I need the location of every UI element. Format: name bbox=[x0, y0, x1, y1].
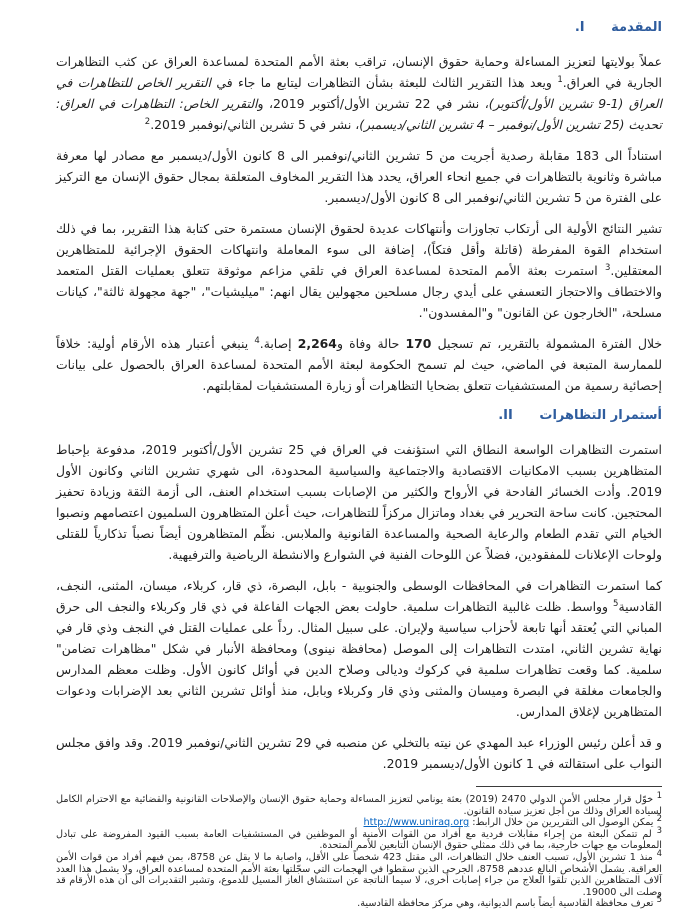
text-run: لم تتمكن البعثة من إجراء مقابلات فردية مع أفراد من القوات الأمنية أو الموظفين في المستشفيات العامة بسبب القيود المفروضة على تبادل المعلومات مع جهات خارجية، بما في ذلك ممثلي حقوق الإنسان التابعين للأمم المتحدة. bbox=[56, 828, 662, 852]
section-numeral: II. bbox=[498, 408, 513, 423]
text-run: ويعد هذا التقرير الثالث للبعثة بشأن التظاهرات ليتابع ما جاء في bbox=[210, 75, 558, 90]
footnote-marker: 1 bbox=[656, 790, 663, 801]
footnote bbox=[56, 895, 662, 910]
footnote-marker: 3 bbox=[605, 262, 611, 273]
text-run: استمرت بعثة الأمم المتحدة لمساعدة العراق في تلقي مزاعم موثوقة تتعلق بعمليات القتل المتعمد والاختطاف والاحتجاز التعسفي على أيدي رجال مسلحين مجهولين يقال انهم: "ميليشيات"، "جهة مجهولة ثالثة"، كيانات مسلحة، "الخارجون عن القانون" و"المفسدون". bbox=[56, 263, 662, 320]
text-run: التقرير الخاص للتظاهرات في العراق (1-9 تشرين الأول/أكتوبر) bbox=[56, 75, 662, 111]
footnote bbox=[56, 848, 662, 898]
text-run: 2,264 bbox=[297, 336, 337, 351]
text-run: التقرير الخاص: التظاهرات في العراق: تحديث (25 تشرين الأول/نوفمبر – 4 تشرين الثاني/ديسمبر) bbox=[56, 96, 662, 132]
footnote-marker: 2 bbox=[144, 116, 151, 127]
text-run: ، نشر في 22 تشرين الأول/أكتوبر 2019، و bbox=[257, 96, 489, 111]
footnote-marker: 1 bbox=[557, 74, 563, 85]
footnote bbox=[56, 825, 662, 852]
footnote-marker: 5 bbox=[613, 598, 619, 609]
footnote-marker: 4 bbox=[254, 335, 260, 346]
paragraph bbox=[56, 333, 662, 396]
paragraph bbox=[56, 439, 662, 565]
footnote-separator bbox=[476, 786, 662, 787]
footnote-marker: 5 bbox=[656, 895, 662, 906]
text-run: ينبغي أعتبار هذه الأرقام أولية: خلافاً للممارسة المتبعة في الماضي، حيث لم تسمح الحكومة لبعثة الأمم المتحدة لمساعدة العراق بالحصول على بيانات إحصائية رسمية من المستشفيات تتعلق بضحايا التظاهرات أو زيارة المستشفيات لمقابلتهم. bbox=[56, 336, 662, 393]
footnotes bbox=[56, 790, 663, 910]
footnote-link[interactable]: http://www.uniraq.org bbox=[363, 817, 470, 829]
paragraph bbox=[56, 145, 662, 208]
text-run: تشير النتائج الأولية الى أرتكاب تجاوزات وأنتهاكات عديدة لحقوق الإنسان مستمرة حتى كتابة هذا التقرير، بما في ذلك استخدام القوة المفرطة (قاتلة وأقل فتكاً)، إضافة الى سوء المعاملة وانتهاكات الحقوق الإجرائية للمتظاهرين المعتقلين. bbox=[56, 221, 662, 278]
text-run: و قد أعلن رئيس الوزراء عبد المهدي عن نيته بالتخلي عن منصبه في 29 تشرين الثاني/نوفمبر 2019. وقد وافق مجلس النواب على استقالته في 1 كانون الأول/ديسمبر 2019. bbox=[56, 735, 662, 771]
text-run: عملاً بولايتها لتعزيز المساءلة وحماية حقوق الإنسان، تراقب بعثة الأمم المتحدة لمساعدة العراق عن كثب التظاهرات الجارية في العراق. bbox=[56, 54, 662, 90]
footnote-marker: 3 bbox=[656, 825, 662, 836]
text-run: إصابة. bbox=[259, 336, 298, 351]
text-run: حالة وفاة و bbox=[336, 336, 406, 351]
text-run: تعرف محافظة القادسية أيضاً باسم الديوانية، وهي مركز محافظة القادسية. bbox=[357, 898, 657, 910]
text-run: استمرت التظاهرات الواسعة النطاق التي استؤنفت في العراق في 25 تشرين الأول/أكتوبر 2019، مدفوعة بإحباط المتظاهرين بسبب الامكانيات الاقتصادية والاجتماعية والسياسية المحدودة، الى شهري تشرين الثاني وكانون الأول 2019. وأدت الخسائر الفادحة في الأرواح والكثير من الإصابات بسبب استخدام العنف، الى أزمة الثقة وزيادة تحفيز المحتجين. كانت ساحة التحرير في بغداد وماتزال مركزاً للتظاهرات، حيث أعلن المتظاهرون السلميون اعتصامهم ونصبوا الخيام التي تقدم الطعام والرعاية الصحية والمساعدة القانونية والملابس. نظّم المتظاهرون أيضاً نصباً تذكارياً للقتلى ولوحات الإعلانات للمفقودين، فضلاً عن اللوحات الفنية في الشوارع والانشطة الرياضية والترفيهية. bbox=[56, 442, 662, 562]
section-continuation-of-demonstrations bbox=[56, 408, 662, 774]
section-title: المقدمة bbox=[611, 20, 662, 35]
text-run: كما استمرت التظاهرات في المحافظات الوسطى والجنوبية - بابل، البصرة، ذي قار، كربلاء، ميسان، المثنى، النجف، القادسية bbox=[56, 578, 662, 614]
footnote bbox=[56, 813, 662, 829]
section-numeral: I. bbox=[574, 20, 585, 35]
section-title: أستمرار التظاهرات bbox=[539, 408, 662, 423]
paragraph bbox=[56, 51, 662, 135]
text-run: ، نشر في 5 تشرين الثاني/نوفمبر 2019. bbox=[150, 117, 360, 132]
text-run: استناداً الى 183 مقابلة رصدية أجريت من 5 تشرين الثاني/نوفمبر الى 8 كانون الأول/ديسمبر مع مصادر لها معرفة مباشرة وثانوية بالتظاهرات في جميع انحاء العراق، يحدد هذا التقرير المخاوف المتعلقة بمجال حقوق الإنسان مع التركيز على الفترة من 5 تشرين الثاني/نوفمبر الى 8 كانون الأول/ديسمبر. bbox=[56, 148, 662, 205]
text-run: 170 bbox=[405, 336, 432, 351]
footnote bbox=[56, 790, 663, 817]
footnote-marker: 2 bbox=[656, 813, 662, 824]
footnote-marker: 4 bbox=[656, 848, 662, 859]
section-introduction bbox=[56, 20, 662, 396]
text-run: يمكن الوصول الى التقريرين من خلال الرابط: bbox=[469, 817, 657, 829]
section-heading bbox=[56, 20, 662, 35]
section-heading bbox=[56, 408, 662, 423]
text-run: منذ 1 تشرين الأول، تسبب العنف خلال التظاهرات، الى مقتل 423 شخصاً على الأقل، واصابة ما لا يقل عن 8758، بمن فيهم أفراد من قوات الأمن العراقية. يشمل الأشخاص البالغ عددهم 8758، الجرحى الذين سقطوا في الهجمات التي سجّلتها بعثة الأمم المتحدة لمساعدة العراق، ولا يشمل هذا العدد آلاف المتظاهرين الذين تلقوا العلاج من جراء إصابات أخرى، لا سيما الناتجة عن استنشاق الغاز المسيل للدموع، وتشير التقديرات الى أن هذه الأرقام قد وصلت الى 19000. bbox=[56, 851, 662, 898]
paragraph bbox=[56, 732, 662, 774]
paragraph bbox=[56, 218, 662, 323]
text-run: وواسط. ظلت غالبية التظاهرات سلمية. حاولت بعض الجهات الفاعلة في ذي قار وكربلاء والنجف الى حرق المباني التي يُعتقد أنها تابعة لأحزاب سياسية ولإيران. على سبيل المثال. رداً على عمليات القتل في النجف وذي قار في نهاية تشرين الثاني، امتدت التظاهرات إلى الموصل (محافظة نينوى) ومحافظة الأنبار في شكل "مظاهرات تضامن" سلمية. كما وقعت تظاهرات سلمية في كركوك وديالى وصلاح الدين في أوائل كانون الأول. وظلت معظم المدارس والجامعات مغلقة في البصرة وميسان والمثنى وذي قار وكربلاء وبابل، منذ أوائل تشرين الثاني بعد الإضرابات ودعوات المتظاهرين لإغلاق المدارس. bbox=[56, 599, 662, 719]
text-run: خلال الفترة المشمولة بالتقرير، تم تسجيل bbox=[431, 336, 662, 351]
paragraph bbox=[56, 575, 662, 722]
text-run: خوّل قرار مجلس الأمن الدولي 2470 (2019) بعثة يونامي لتعزيز المساءلة وحماية حقوق الإنسان والإصلاحات القانونية والقضائية مع الاحترام الكامل لسيادة العراق وذلك من أجل تعزيز سيادة القانون. bbox=[56, 794, 662, 817]
